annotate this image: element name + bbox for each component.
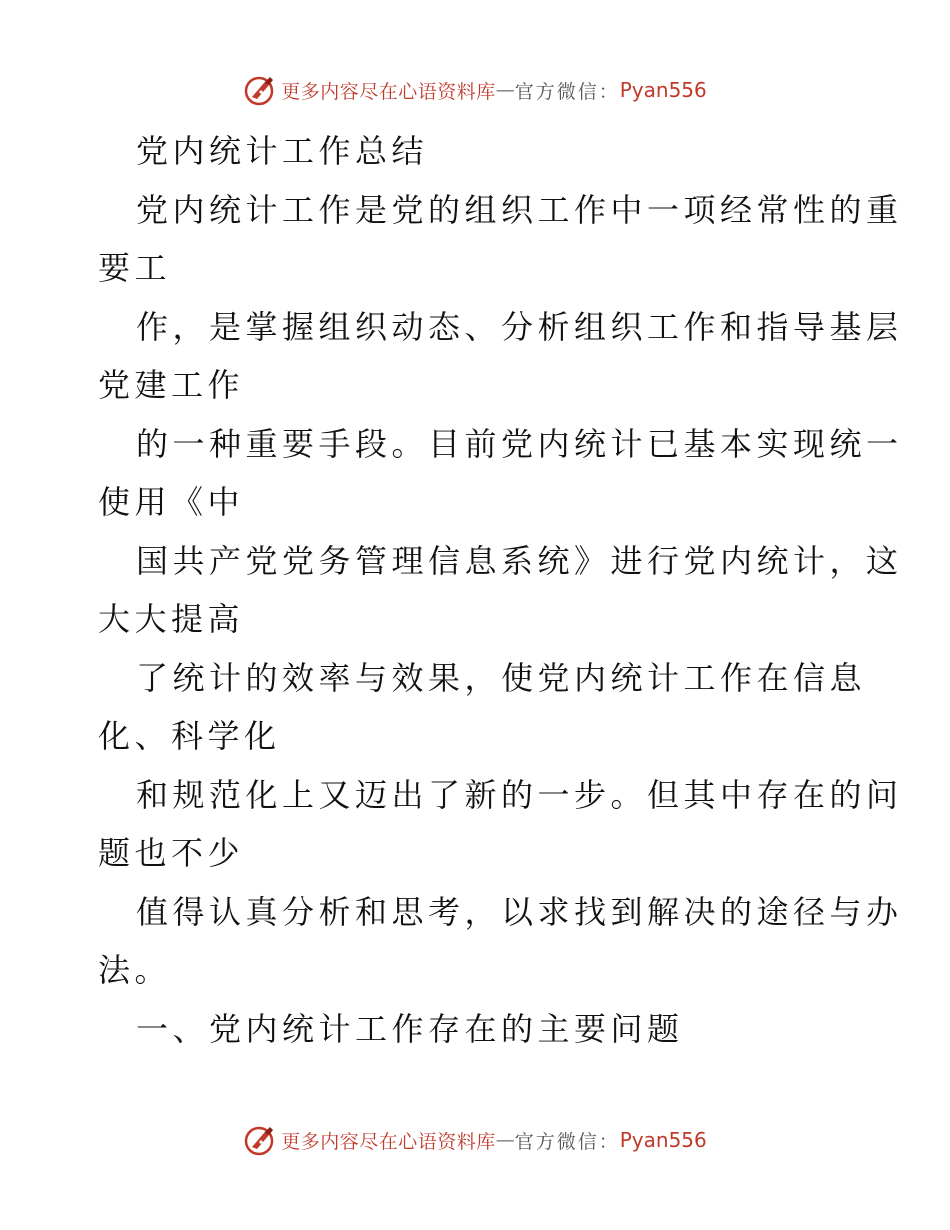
paragraph-line: 国共产党党务管理信息系统》进行党内统计，这 — [136, 541, 903, 580]
document-body — [98, 122, 903, 1058]
paragraph-line: 和规范化上又迈出了新的一步。但其中存在的问 — [136, 775, 903, 814]
paragraph-line: 大大提高 — [98, 600, 245, 638]
watermark-account: Pyan556 — [619, 78, 707, 102]
watermark-dash: — — [495, 79, 515, 101]
watermark-account: Pyan556 — [619, 1128, 707, 1152]
paragraph-line: 使用《中 — [98, 483, 245, 521]
paragraph-line: 党建工作 — [98, 366, 245, 404]
paragraph-line: 党内统计工作是党的组织工作中一项经常性的重 — [136, 190, 903, 229]
paragraph-line: 值得认真分析和思考，以求找到解决的途径与办 — [136, 892, 903, 931]
pen-nib-logo-icon — [243, 1123, 277, 1157]
paragraph-line: 题也不少 — [98, 834, 245, 872]
paragraph-line: 要工 — [98, 249, 172, 287]
watermark-dash: — — [495, 1129, 515, 1151]
paragraph-line: 法。 — [98, 951, 172, 989]
pen-nib-logo-icon — [243, 73, 277, 107]
paragraph-line: 化、科学化 — [98, 717, 281, 755]
paragraph-line: 了统计的效率与效果，使党内统计工作在信息 — [136, 658, 867, 697]
document-title: 党内统计工作总结 — [136, 132, 429, 170]
watermark-main-text: 更多内容尽在心语资料库 — [281, 1130, 496, 1153]
watermark-main-text: 更多内容尽在心语资料库 — [281, 80, 496, 103]
watermark-sub-text: 官方微信： — [514, 80, 620, 103]
watermark-sub-text: 官方微信： — [514, 1130, 620, 1153]
paragraph-line: 的一种重要手段。目前党内统计已基本实现统一 — [136, 424, 903, 463]
paragraph-line: 作，是掌握组织动态、分析组织工作和指导基层 — [136, 307, 903, 346]
section-heading: 一、党内统计工作存在的主要问题 — [136, 1009, 684, 1048]
header-watermark — [0, 70, 950, 110]
footer-watermark — [0, 1120, 950, 1160]
